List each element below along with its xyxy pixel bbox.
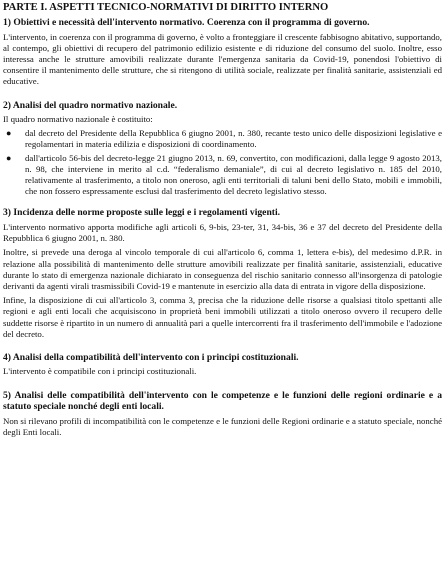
section-2-intro: Il quadro normativo nazionale è costituito:	[3, 114, 153, 125]
part-title: PARTE I. ASPETTI TECNICO-NORMATIVI DI DIRITTO INTERNO	[3, 2, 329, 13]
section-2-bullet-list	[3, 128, 442, 197]
section-1-title: 1) Obiettivi e necessità dell'intervento normativo. Coerenza con il programma di governo.	[3, 17, 370, 28]
section-3-paragraph-2: Inoltre, si prevede una deroga al vincolo temporale di cui all'articolo 6, comma 1, lettera e-bis), del medesimo d.P.R. in relazione alla possibilità di mantenimento delle strutture amovibili realizzate per finalità sanitarie, assistenziali, educative durante lo stato di emergenza nazionale dichiarato in conseguenza del rischio sanitario connesso all'insorgenza di patologie derivanti da agenti virali trasmissibili Covid-19 e mantenute in esercizio alla data di entrata in vigore della disposizione.	[3, 247, 442, 291]
section-2	[3, 100, 442, 198]
section-5-paragraph-1: Non si rilevano profili di incompatibilità con le competenze e le funzioni delle Regioni ordinarie e a statuto speciale, nonché degli Enti locali.	[3, 415, 442, 437]
list-item-text: dall'articolo 56-bis del decreto-legge 21 giugno 2013, n. 69, convertito, con modificazioni, dalla legge 9 agosto 2013, n. 98, che interviene in merito al c.d. “federalismo demaniale”, di cui al decreto legislativo n. 185 del 2010, relativamente al trasferimento, a titolo non oneroso, agli enti territoriali di taluni beni dello Stato, mobili e immobili, che non fossero espressamente esclusi dal trasferimento del decreto legislativo stesso.	[25, 152, 442, 197]
section-5	[3, 390, 442, 438]
section-3-paragraph-3: Infine, la disposizione di cui all'articolo 3, comma 3, precisa che la riduzione delle risorse a qualsiasi titolo spettanti alle regioni e agli enti locali che acquisiscono in proprietà beni immobili utilizzati a titolo oneroso ovvero il recupero delle suddette risorse è ripartito in un numero di annualità pari a quelle intercorrenti fra il trasferimento dell'immobile e l'adozione del decreto.	[3, 295, 442, 339]
section-4-title: 4) Analisi della compatibilità dell'intervento con i principi costituzionali.	[3, 351, 299, 363]
section-3	[3, 207, 442, 340]
bullet-icon: ●	[6, 128, 12, 139]
section-5-title: 5) Analisi delle compatibilità dell'intervento con le competenze e le funzioni delle regioni ordinarie e a statuto speciale nonché degli enti locali.	[3, 389, 442, 413]
list-item	[3, 153, 442, 198]
section-1-paragraph-1: L'intervento, in coerenza con il programma di governo, è volto a fronteggiare il crescente fabbisogno abitativo, supportando, al contempo, gli obiettivi di recupero del patrimonio edilizio esistente e di riduzione del consumo del suolo. Inoltre, esso interessa anche le strutture amovibili realizzate durante l'emergenza sanitaria da Covid-19, ponendosi l'obiettivo di consentire il mantenimento delle strutture, che si ritengono di utilità sociale, realizzate per finalità sanitarie, assistenziali ed educative.	[3, 31, 442, 87]
list-item-text: dal decreto del Presidente della Repubblica 6 giugno 2001, n. 380, recante testo unico delle disposizioni legislative e regolamentari in materia edilizia e disposizioni di coordinamento.	[25, 128, 442, 150]
section-3-paragraph-1: L'intervento normativo apporta modifiche agli articoli 6, 9-bis, 23-ter, 31, 34-bis, 36 e 37 del decreto del Presidente della Repubblica 6 giugno 2001, n. 380.	[3, 221, 442, 244]
section-4	[3, 352, 442, 378]
list-item	[3, 128, 442, 150]
section-3-title: 3) Incidenza delle norme proposte sulle leggi e i regolamenti vigenti.	[3, 207, 281, 219]
section-1	[3, 17, 442, 88]
section-4-paragraph-1: L'intervento è compatibile con i principi costituzionali.	[3, 366, 197, 377]
bullet-icon: ●	[6, 152, 12, 163]
section-2-title: 2) Analisi del quadro normativo nazionale.	[3, 99, 178, 111]
